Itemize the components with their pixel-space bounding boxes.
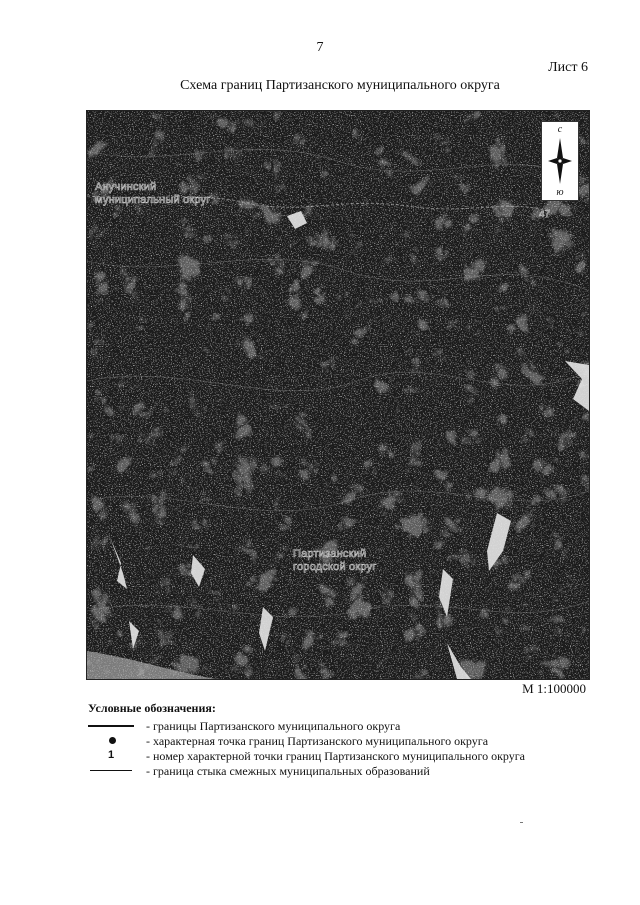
point-number-symbol-label: 1: [108, 749, 115, 761]
map-scale: М 1:100000: [522, 681, 586, 696]
compass-north-label: с: [557, 124, 563, 135]
page-number: 7: [316, 40, 324, 55]
topographic-map[interactable]: [86, 110, 590, 680]
legend: [88, 701, 608, 779]
thin-line-icon: [88, 764, 138, 778]
legend-title: Условные обозначения:: [88, 701, 216, 715]
thick-line-icon: [88, 719, 138, 733]
main-district-line2: городской округ: [293, 561, 377, 573]
main-district-line1: Партизанский: [293, 548, 367, 560]
boundary-point-number: 47: [539, 209, 551, 220]
legend-item-point: [88, 734, 608, 748]
legend-item-text: - номер характерной точки границ Партизанского муниципального округа: [146, 749, 525, 763]
legend-item-text: - граница стыка смежных муниципальных образований: [146, 764, 430, 778]
point-number-symbol: [88, 749, 138, 763]
legend-item-text: - характерная точка границ Партизанского муниципального округа: [146, 734, 489, 748]
neighbor-district-label: [95, 181, 211, 207]
compass: [541, 121, 579, 201]
legend-item-text: - границы Партизанского муниципального округа: [146, 719, 401, 733]
main-district-label: [293, 548, 377, 574]
legend-item-point-number: [88, 749, 608, 763]
compass-rose-icon: [546, 136, 574, 186]
scheme-title: Схема границ Партизанского муниципального округа: [180, 78, 500, 93]
legend-item-junction: [88, 764, 608, 778]
neighbor-district-line2: муниципальный округ: [95, 194, 211, 206]
scan-speck: [520, 822, 523, 823]
dot-icon: [88, 734, 138, 748]
sheet-label: Лист 6: [548, 60, 588, 75]
legend-item-boundary: [88, 719, 608, 733]
neighbor-district-line1: Анучинский: [95, 181, 157, 193]
compass-south-label: ю: [556, 187, 564, 198]
